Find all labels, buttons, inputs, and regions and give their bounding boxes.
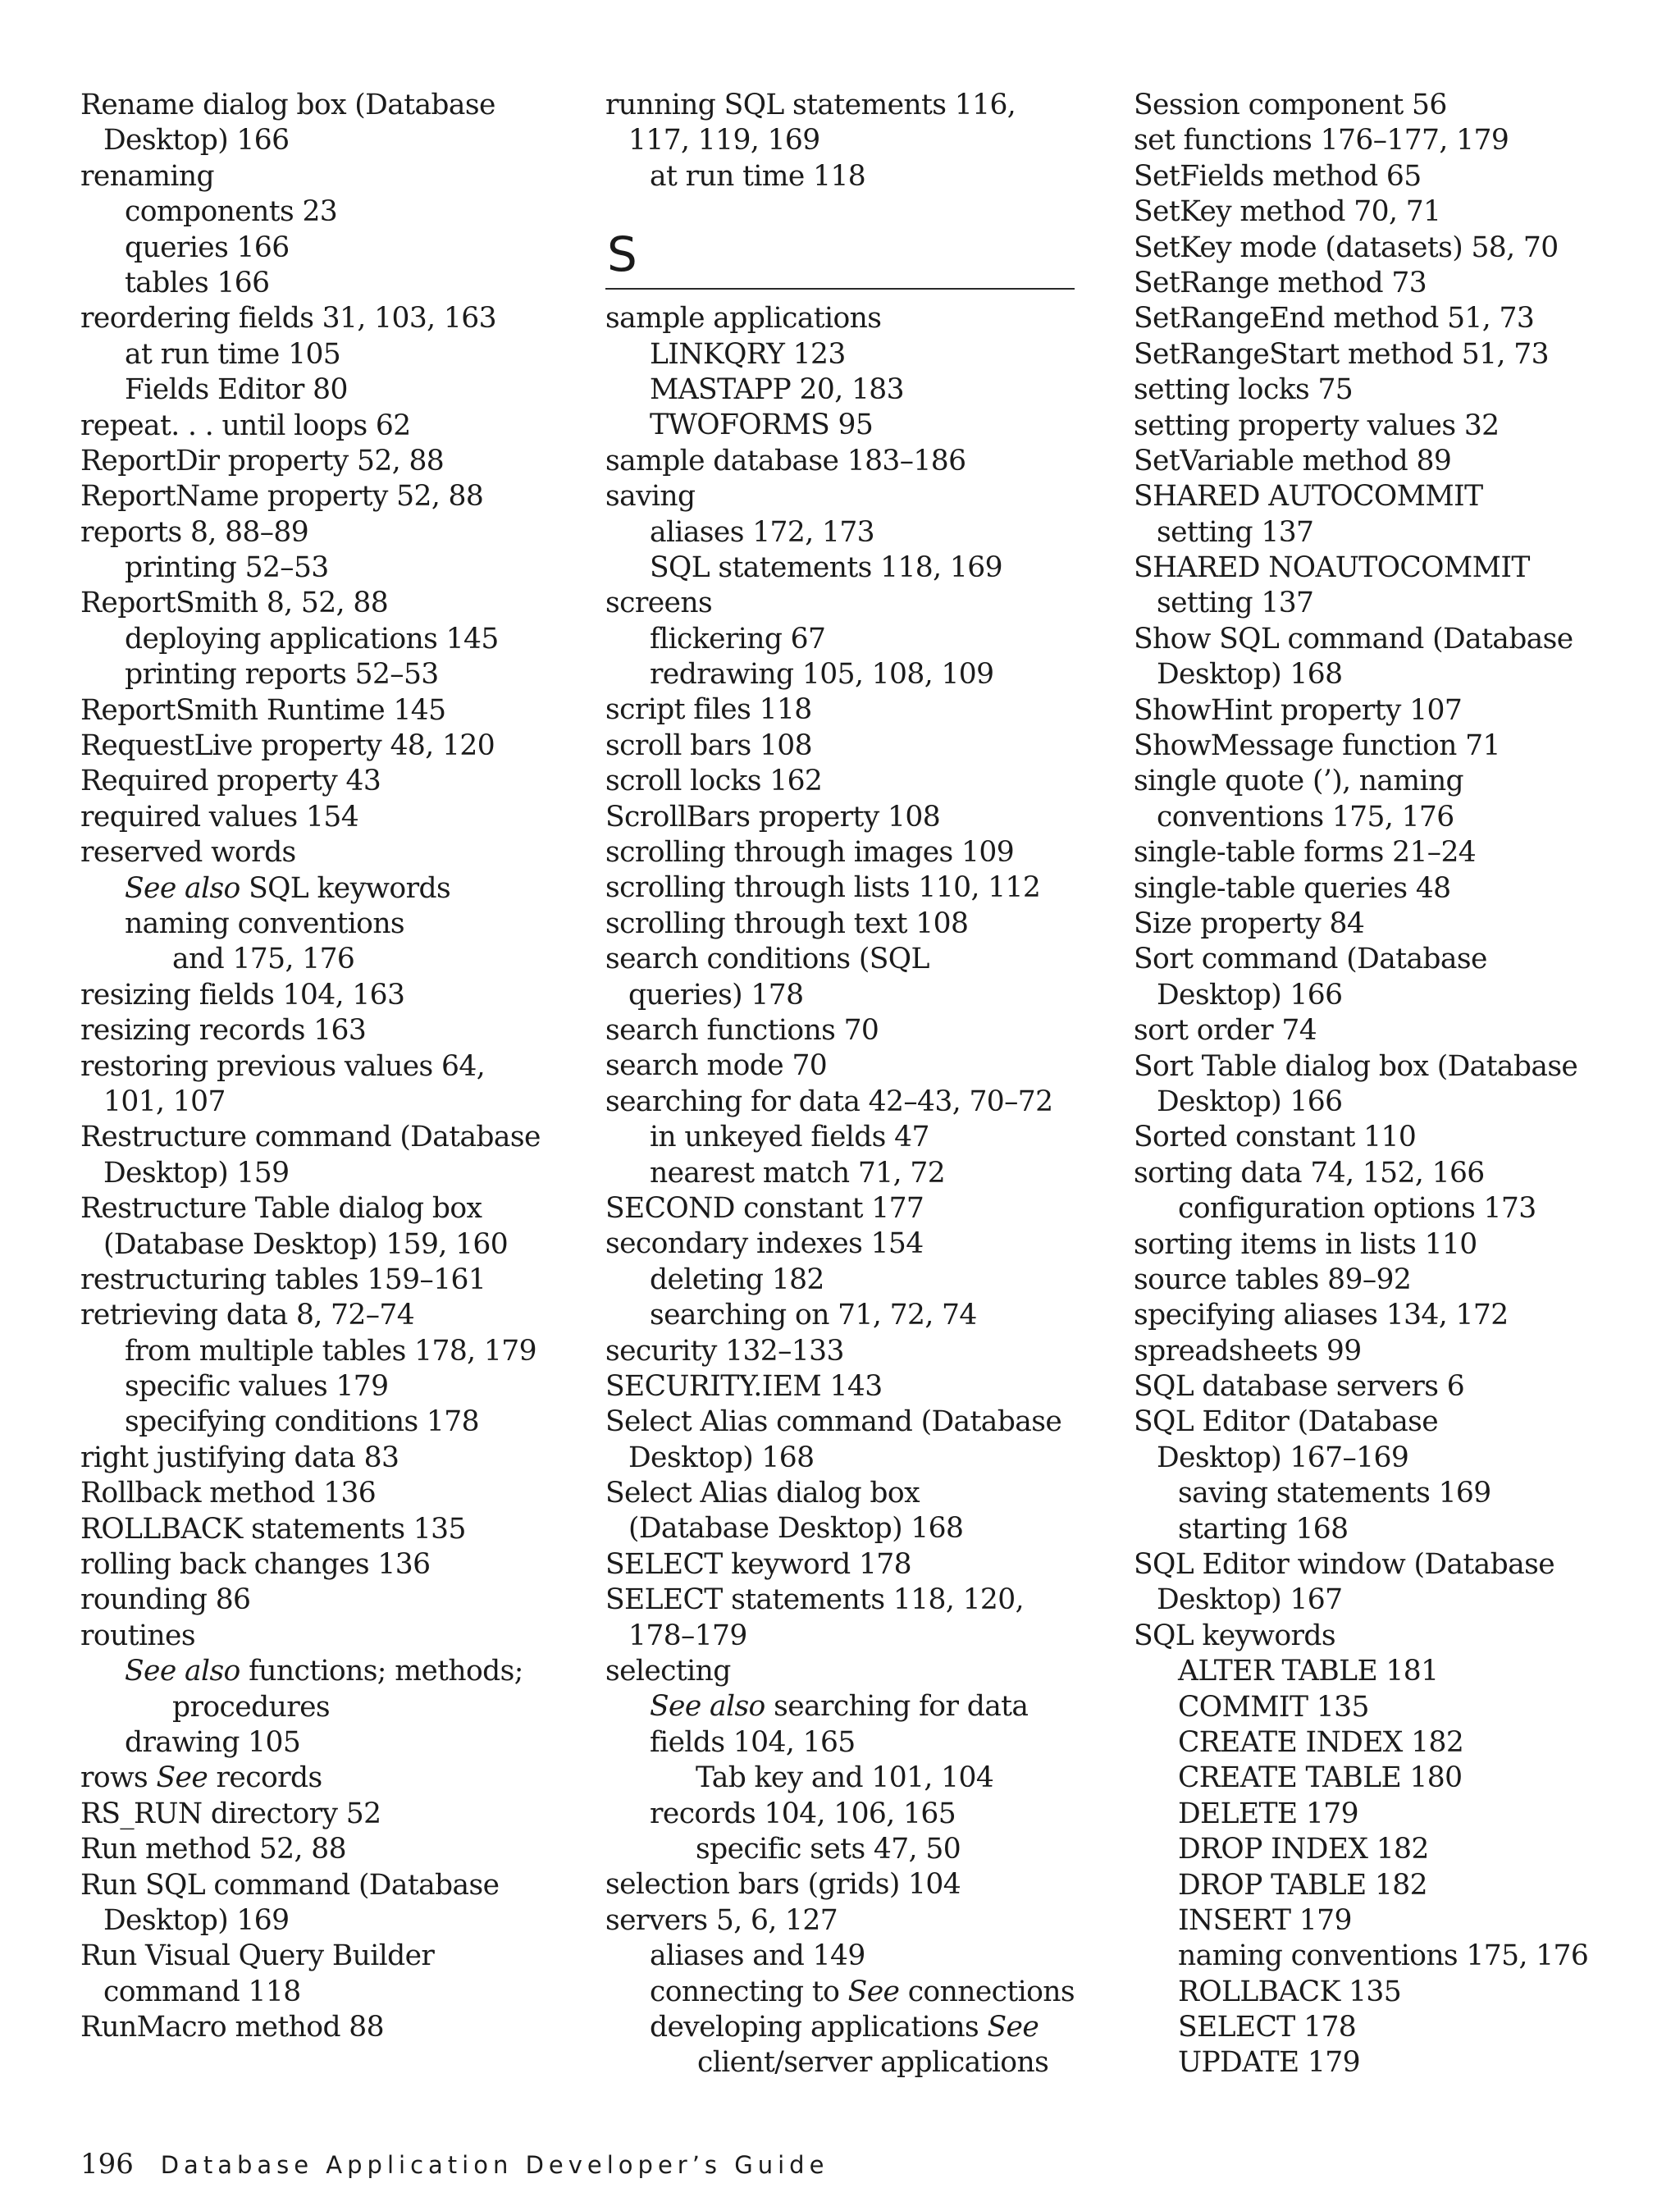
index-entry: Sort Table dialog box (Database bbox=[1134, 1049, 1578, 1083]
index-entry: ALTER TABLE 181 bbox=[1178, 1655, 1439, 1688]
index-entry: CREATE TABLE 180 bbox=[1178, 1761, 1463, 1795]
index-entry: reordering fields 31, 103, 163 bbox=[80, 302, 496, 336]
index-entry: MASTAPP 20, 183 bbox=[650, 372, 904, 406]
index-entry: COMMIT 135 bbox=[1178, 1690, 1369, 1724]
cross-reference-target: connections bbox=[899, 1975, 1075, 2008]
column-2-continued-entries bbox=[605, 88, 1114, 194]
index-entry: rounding 86 bbox=[80, 1583, 251, 1617]
index-entry: scrolling through text 108 bbox=[605, 907, 969, 940]
index-entry: deploying applications 145 bbox=[125, 622, 499, 655]
index-entry: SQL database servers 6 bbox=[1134, 1370, 1465, 1404]
index-entry: fields 104, 165 bbox=[650, 1725, 856, 1759]
index-entry: from multiple tables 178, 179 bbox=[125, 1334, 536, 1368]
index-entry: queries 166 bbox=[125, 231, 290, 264]
index-entry: search mode 70 bbox=[605, 1049, 828, 1083]
index-entry: at run time 105 bbox=[125, 337, 341, 371]
index-entry: printing 52–53 bbox=[125, 551, 329, 585]
index-entry bbox=[80, 871, 581, 907]
index-entry: search conditions (SQL bbox=[605, 943, 929, 976]
index-entry: SHARED AUTOCOMMIT bbox=[1134, 480, 1483, 514]
index-entry: SQL Editor window (Database bbox=[1134, 1548, 1555, 1582]
cross-reference-label: See also bbox=[125, 1655, 240, 1688]
index-entry: Run SQL command (Database bbox=[80, 1868, 500, 1902]
index-entry: ROLLBACK 135 bbox=[1178, 1975, 1402, 2008]
index-entry: naming conventions bbox=[125, 907, 405, 940]
index-entry: ShowHint property 107 bbox=[1134, 693, 1463, 727]
index-entry: Size property 84 bbox=[1134, 907, 1365, 940]
index-entry: INSERT 179 bbox=[1178, 1903, 1352, 1937]
cross-reference-target: SQL keywords bbox=[240, 871, 451, 905]
index-entry: DELETE 179 bbox=[1178, 1797, 1358, 1830]
index-entry: saving statements 169 bbox=[1178, 1477, 1491, 1510]
index-entry: SetRangeStart method 51, 73 bbox=[1134, 337, 1549, 371]
index-entry: TWOFORMS 95 bbox=[650, 409, 874, 442]
index-entry: script files 118 bbox=[605, 693, 812, 727]
index-entry: Desktop) 159 bbox=[103, 1156, 290, 1190]
index-column-2 bbox=[605, 88, 1114, 2081]
index-entry: sorting items in lists 110 bbox=[1134, 1227, 1477, 1261]
cross-reference-target: searching for data bbox=[765, 1690, 1029, 1724]
index-entry bbox=[80, 1761, 581, 1796]
index-entry: specific sets 47, 50 bbox=[696, 1832, 961, 1866]
index-entry: Sorted constant 110 bbox=[1134, 1121, 1417, 1154]
index-entry: source tables 89–92 bbox=[1134, 1263, 1412, 1296]
index-entry: tables 166 bbox=[125, 266, 270, 299]
index-entry: scroll locks 162 bbox=[605, 765, 823, 798]
index-entry: set functions 176–177, 179 bbox=[1134, 124, 1509, 158]
entry-text: connecting to bbox=[650, 1975, 848, 2008]
index-entry: procedures bbox=[172, 1690, 331, 1724]
index-entry: rolling back changes 136 bbox=[80, 1548, 431, 1582]
index-entry: single-table queries 48 bbox=[1134, 871, 1451, 905]
index-entry bbox=[80, 1654, 581, 1689]
index-entry: DROP TABLE 182 bbox=[1178, 1868, 1428, 1902]
index-entry: command 118 bbox=[103, 1975, 301, 2008]
index-entry: Tab key and 101, 104 bbox=[696, 1761, 994, 1795]
cross-reference-label: See bbox=[987, 2010, 1039, 2044]
index-entry: Select Alias command (Database bbox=[605, 1405, 1062, 1439]
index-entry: records 104, 106, 165 bbox=[650, 1797, 956, 1830]
index-entry: sample database 183–186 bbox=[605, 444, 966, 477]
index-entry: renaming bbox=[80, 159, 214, 193]
index-entry: ReportDir property 52, 88 bbox=[80, 444, 445, 477]
index-entry: spreadsheets 99 bbox=[1134, 1334, 1362, 1368]
index-entry: and 175, 176 bbox=[172, 943, 355, 976]
cross-reference-target: functions; methods; bbox=[240, 1655, 523, 1688]
index-entry: 117, 119, 169 bbox=[628, 124, 820, 158]
index-entry: scrolling through lists 110, 112 bbox=[605, 871, 1041, 905]
index-entry: searching on 71, 72, 74 bbox=[650, 1299, 977, 1332]
index-entry: (Database Desktop) 159, 160 bbox=[103, 1227, 509, 1261]
index-entry: specifying aliases 134, 172 bbox=[1134, 1299, 1509, 1332]
index-entry: printing reports 52–53 bbox=[125, 658, 439, 692]
index-entry: Restructure command (Database bbox=[80, 1121, 541, 1154]
index-entry: screens bbox=[605, 587, 713, 620]
index-entry: Fields Editor 80 bbox=[125, 373, 348, 407]
index-entry: scroll bars 108 bbox=[605, 729, 812, 762]
index-entry: sorting data 74, 152, 166 bbox=[1134, 1156, 1485, 1190]
entry-text: rows bbox=[80, 1761, 157, 1795]
index-entry: deleting 182 bbox=[650, 1263, 824, 1296]
index-entry: SetKey method 70, 71 bbox=[1134, 195, 1441, 229]
index-entry: setting property values 32 bbox=[1134, 409, 1500, 442]
index-entry: scrolling through images 109 bbox=[605, 836, 1015, 870]
index-entry: Run Visual Query Builder bbox=[80, 1939, 435, 1973]
index-entry: resizing records 163 bbox=[80, 1014, 367, 1048]
index-entry: resizing fields 104, 163 bbox=[80, 978, 405, 1012]
index-entry: CREATE INDEX 182 bbox=[1178, 1725, 1464, 1759]
index-entry: sort order 74 bbox=[1134, 1014, 1317, 1048]
index-entry: SetKey mode (datasets) 58, 70 bbox=[1134, 231, 1559, 264]
index-entry bbox=[605, 2010, 1114, 2045]
index-entry: client/server applications bbox=[697, 2046, 1049, 2080]
page-footer bbox=[80, 2148, 829, 2181]
index-entry: required values 154 bbox=[80, 800, 359, 834]
index-entry: Show SQL command (Database bbox=[1134, 622, 1573, 655]
index-entry: Desktop) 166 bbox=[103, 124, 290, 158]
index-column-1 bbox=[80, 88, 581, 2045]
index-entry: SHARED NOAUTOCOMMIT bbox=[1134, 551, 1530, 585]
index-entry bbox=[605, 1689, 1114, 1724]
index-entry: SECURITY.IEM 143 bbox=[605, 1369, 883, 1403]
index-entry: ReportSmith 8, 52, 88 bbox=[80, 587, 389, 620]
index-entry: DROP INDEX 182 bbox=[1178, 1833, 1429, 1866]
index-entry: selection bars (grids) 104 bbox=[605, 1868, 961, 1902]
index-entry: single quote (’), naming bbox=[1134, 765, 1464, 798]
entry-text: developing applications bbox=[650, 2010, 988, 2044]
index-entry: redrawing 105, 108, 109 bbox=[650, 658, 994, 692]
index-entry: SQL Editor (Database bbox=[1134, 1405, 1439, 1439]
index-entry bbox=[605, 1975, 1114, 2010]
index-entry: conventions 175, 176 bbox=[1157, 800, 1454, 834]
index-entry: Desktop) 167 bbox=[1157, 1583, 1343, 1617]
index-entry: servers 5, 6, 127 bbox=[605, 1903, 838, 1937]
cross-reference-label: See also bbox=[125, 871, 240, 905]
index-entry: starting 168 bbox=[1178, 1512, 1349, 1546]
index-entry: specifying conditions 178 bbox=[125, 1405, 479, 1439]
index-entry: ROLLBACK statements 135 bbox=[80, 1512, 466, 1546]
index-entry: specific values 179 bbox=[125, 1370, 389, 1404]
index-entry: ShowMessage function 71 bbox=[1134, 729, 1500, 763]
section-heading-s: S bbox=[607, 226, 637, 283]
index-entry: SQL keywords bbox=[1134, 1619, 1335, 1652]
index-entry: SetVariable method 89 bbox=[1134, 444, 1452, 477]
index-entry: ReportSmith Runtime 145 bbox=[80, 693, 446, 727]
index-entry: sample applications bbox=[605, 302, 882, 336]
index-entry: Desktop) 168 bbox=[628, 1441, 815, 1474]
index-entry: Rename dialog box (Database bbox=[80, 89, 495, 121]
index-entry: RequestLive property 48, 120 bbox=[80, 729, 495, 763]
index-entry: Desktop) 166 bbox=[1157, 1085, 1343, 1118]
index-entry: Desktop) 166 bbox=[1157, 978, 1343, 1012]
column-2-s-entries bbox=[605, 301, 1114, 2081]
index-entry: search functions 70 bbox=[605, 1013, 879, 1047]
index-entry: components 23 bbox=[125, 195, 338, 229]
index-entry: Desktop) 168 bbox=[1157, 658, 1343, 692]
index-entry: in unkeyed fields 47 bbox=[650, 1121, 929, 1154]
index-entry: setting 137 bbox=[1157, 587, 1314, 620]
index-entry: UPDATE 179 bbox=[1178, 2046, 1360, 2080]
index-entry: SELECT 178 bbox=[1178, 2011, 1357, 2044]
index-entry: Restructure Table dialog box bbox=[80, 1192, 482, 1226]
index-entry: Desktop) 169 bbox=[103, 1903, 290, 1937]
index-entry: Desktop) 167–169 bbox=[1157, 1441, 1409, 1474]
index-entry: routines bbox=[80, 1619, 195, 1652]
index-entry: saving bbox=[605, 480, 696, 514]
index-entry: (Database Desktop) 168 bbox=[628, 1512, 964, 1546]
index-entry: naming conventions 175, 176 bbox=[1178, 1939, 1589, 1973]
index-entry: Required property 43 bbox=[80, 765, 381, 798]
index-entry: aliases 172, 173 bbox=[650, 515, 875, 549]
cross-reference-label: See also bbox=[650, 1690, 765, 1724]
index-entry: security 132–133 bbox=[605, 1334, 844, 1368]
index-entry: SetRange method 73 bbox=[1134, 266, 1427, 299]
index-entry: SetRangeEnd method 51, 73 bbox=[1134, 302, 1535, 336]
index-entry: configuration options 173 bbox=[1178, 1192, 1536, 1226]
index-entry: Run method 52, 88 bbox=[80, 1833, 346, 1866]
cross-reference-label: See bbox=[156, 1761, 208, 1795]
index-entry: SELECT keyword 178 bbox=[605, 1547, 911, 1581]
index-entry: right justifying data 83 bbox=[80, 1441, 399, 1474]
index-entry: ReportName property 52, 88 bbox=[80, 480, 484, 514]
index-entry: drawing 105 bbox=[125, 1725, 301, 1759]
index-entry: ScrollBars property 108 bbox=[605, 800, 941, 834]
index-entry: nearest match 71, 72 bbox=[650, 1156, 946, 1190]
index-entry: secondary indexes 154 bbox=[605, 1227, 924, 1261]
index-entry: aliases and 149 bbox=[650, 1939, 865, 1973]
index-entry: at run time 118 bbox=[650, 159, 866, 193]
index-entry: SetFields method 65 bbox=[1134, 159, 1422, 193]
index-entry: reports 8, 88–89 bbox=[80, 515, 309, 549]
index-entry: 101, 107 bbox=[103, 1085, 226, 1118]
index-entry: single-table forms 21–24 bbox=[1134, 836, 1477, 870]
index-entry: flickering 67 bbox=[650, 622, 826, 655]
index-entry: RunMacro method 88 bbox=[80, 2011, 384, 2044]
index-entry: restructuring tables 159–161 bbox=[80, 1263, 486, 1296]
index-entry: RS_RUN directory 52 bbox=[80, 1797, 381, 1830]
index-entry: LINKQRY 123 bbox=[650, 337, 846, 371]
index-entry: Select Alias dialog box bbox=[605, 1477, 920, 1510]
index-entry: SQL statements 118, 169 bbox=[650, 550, 1002, 584]
index-entry: restoring previous values 64, bbox=[80, 1049, 486, 1083]
section-divider bbox=[605, 288, 1075, 290]
page-number: 196 bbox=[80, 2148, 134, 2181]
index-entry: reserved words bbox=[80, 836, 296, 870]
cross-reference-label: See bbox=[847, 1975, 900, 2008]
book-title: Database Application Developer’s Guide bbox=[160, 2151, 829, 2179]
index-entry: searching for data 42–43, 70–72 bbox=[605, 1085, 1053, 1118]
index-entry: setting 137 bbox=[1157, 515, 1314, 549]
index-entry: queries) 178 bbox=[628, 978, 804, 1012]
index-column-3 bbox=[1134, 88, 1659, 2081]
index-entry: running SQL statements 116, bbox=[605, 89, 1016, 121]
index-entry: 178–179 bbox=[628, 1619, 747, 1652]
index-entry: Sort command (Database bbox=[1134, 943, 1487, 976]
index-entry: selecting bbox=[605, 1655, 731, 1688]
index-entry: repeat. . . until loops 62 bbox=[80, 409, 411, 442]
index-entry: SELECT statements 118, 120, bbox=[605, 1583, 1024, 1617]
cross-reference-target: records bbox=[208, 1761, 322, 1795]
index-entry: Rollback method 136 bbox=[80, 1477, 377, 1510]
index-entry: retrieving data 8, 72–74 bbox=[80, 1299, 415, 1332]
index-entry: SECOND constant 177 bbox=[605, 1191, 924, 1225]
index-entry: setting locks 75 bbox=[1134, 373, 1354, 407]
index-entry: Session component 56 bbox=[1134, 89, 1447, 121]
